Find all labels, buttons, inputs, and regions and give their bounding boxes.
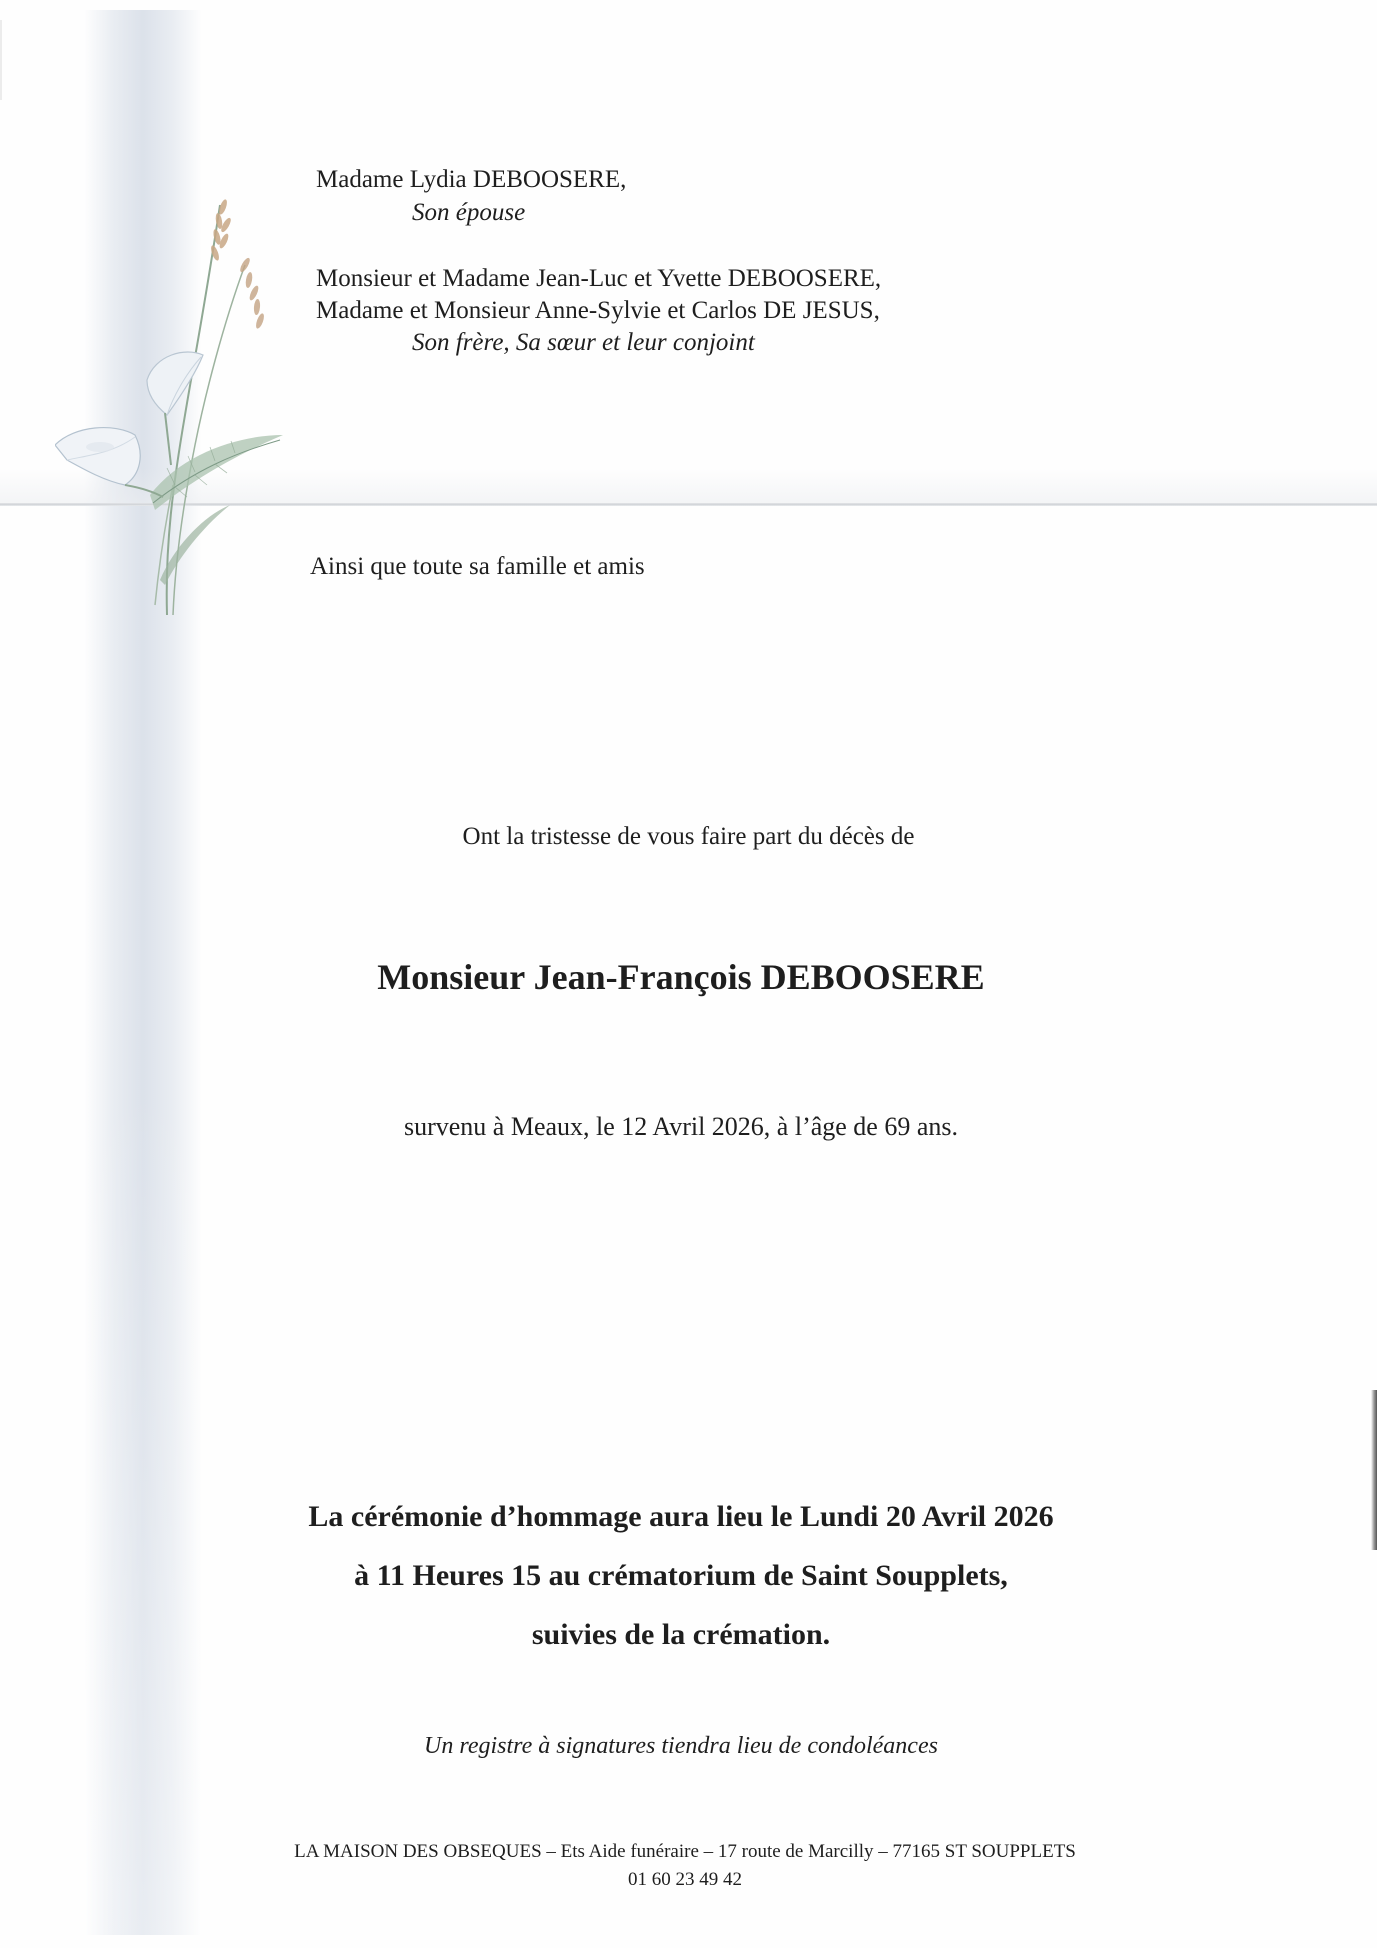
ceremony-line-3: suivies de la crémation. [531,1618,831,1651]
funeral-home-address: LA MAISON DES OBSEQUES – Ets Aide funéraire – 17 route de Marcilly – 77165 ST SOUPPLETS [294,1841,1076,1862]
spouse-name: Madame Lydia DEBOOSERE, [316,166,627,193]
ceremony-line-2: à 11 Heures 15 au crématorium de Saint Soupplets, [354,1559,1008,1592]
calla-lily-icon [55,185,285,620]
announcement-intro: Ont la tristesse de vous faire part du décès de [462,823,915,850]
death-details: survenu à Meaux, le 12 Avril 2026, à l’âge de 69 ans. [403,1112,959,1141]
funeral-home-phone: 01 60 23 49 42 [628,1869,742,1890]
spouse-role: Son épouse [412,199,526,226]
deceased-name: Monsieur Jean-François DEBOOSERE [377,957,985,997]
sibling-line-1: Monsieur et Madame Jean-Luc et Yvette DEBOOSERE, [316,265,882,292]
ceremony-line-1: La cérémonie d’hommage aura lieu le Lundi 20 Avril 2026 [308,1500,1054,1533]
siblings-role: Son frère, Sa sœur et leur conjoint [412,329,755,356]
scan-edge-shadow [1371,1390,1377,1550]
sibling-line-2: Madame et Monsieur Anne-Sylvie et Carlos DE JESUS, [316,297,880,324]
register-note: Un registre à signatures tiendra lieu de condoléances [424,1733,938,1759]
family-and-friends: Ainsi que toute sa famille et amis [310,553,645,580]
